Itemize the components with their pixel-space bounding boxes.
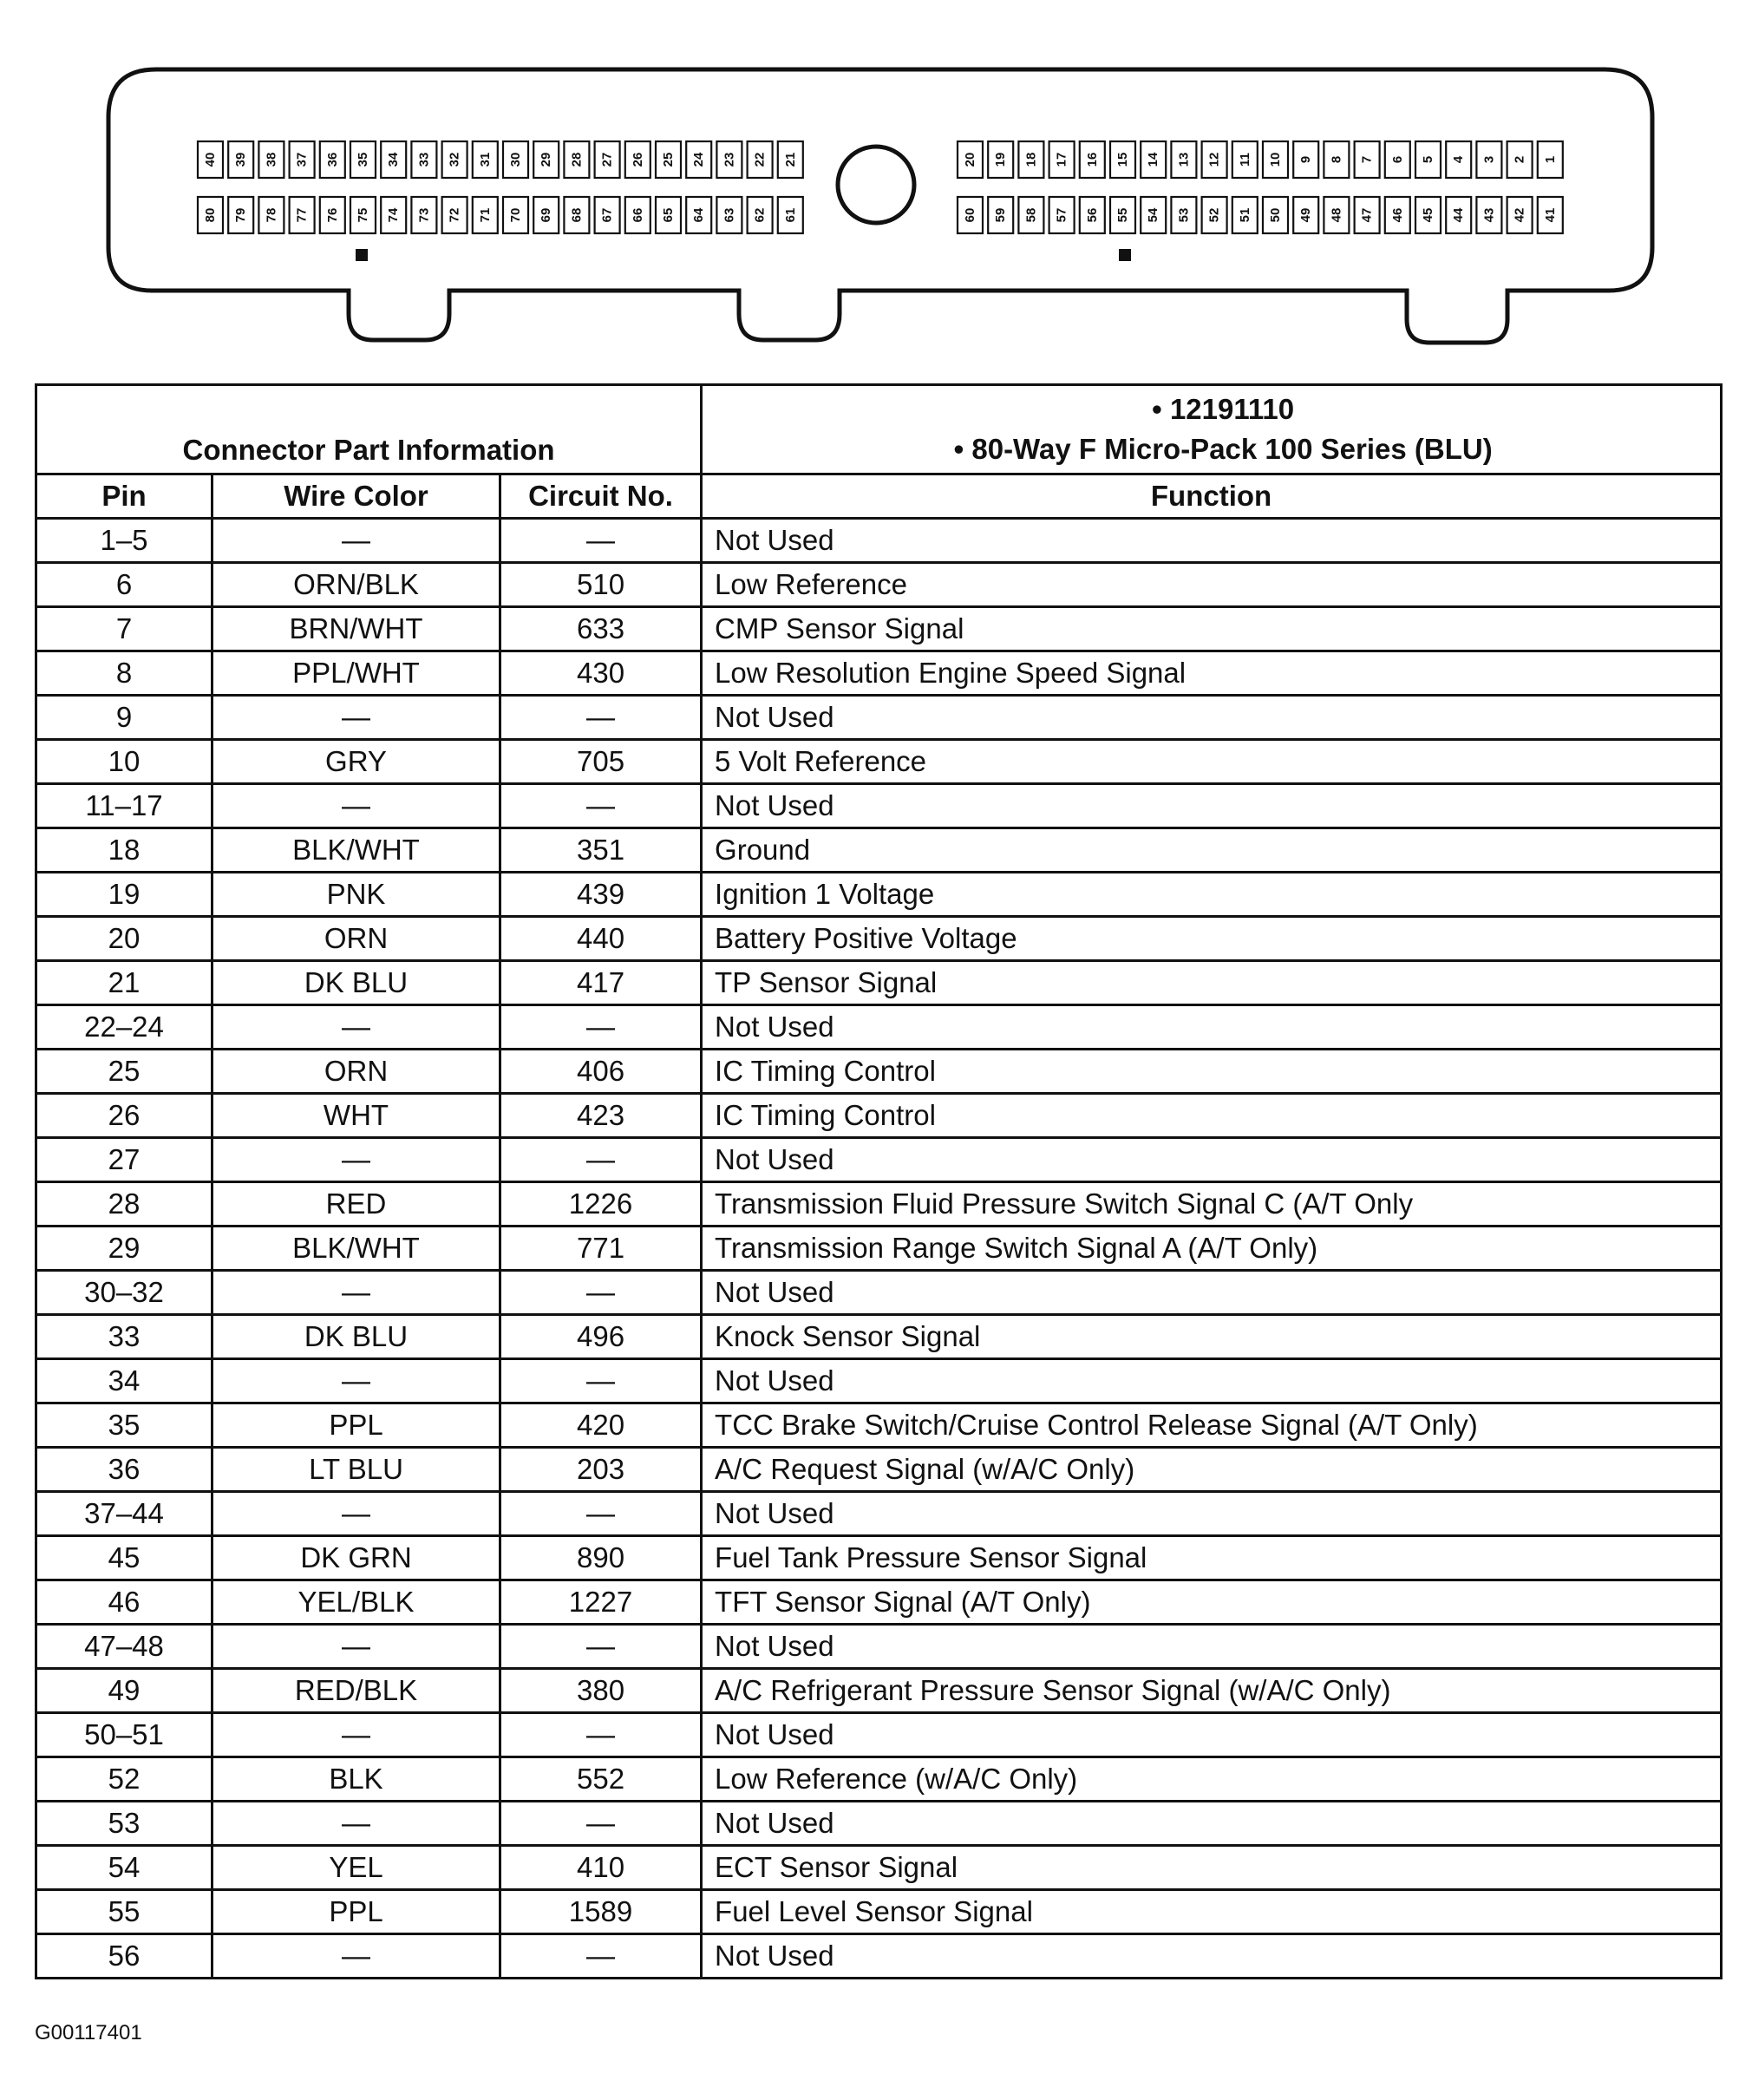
pin-label-45: 45 [1421, 207, 1435, 223]
pin-cell: 28 [36, 1182, 212, 1227]
wire-color-cell: ORN [212, 1050, 500, 1094]
table-row [36, 1580, 1722, 1625]
table-row [36, 1315, 1722, 1359]
wire-color-cell: PNK [212, 873, 500, 917]
wire-color-cell: — [212, 1713, 500, 1757]
function-cell: A/C Request Signal (w/A/C Only) [702, 1448, 1722, 1492]
circuit-no-cell: — [500, 1713, 702, 1757]
pin-1-marker-left [356, 249, 368, 261]
column-header-wire-color: Wire Color [212, 474, 500, 519]
pin-cell: 10 [36, 740, 212, 784]
table-row [36, 1625, 1722, 1669]
function-cell: Ground [702, 828, 1722, 873]
pin-label-7: 7 [1359, 155, 1375, 164]
pin-label-72: 72 [447, 207, 462, 223]
table-row [36, 961, 1722, 1005]
function-cell: IC Timing Control [702, 1050, 1722, 1094]
wire-color-cell: PPL [212, 1403, 500, 1448]
wire-color-cell: BLK [212, 1757, 500, 1802]
pin-cell: 11–17 [36, 784, 212, 828]
pin-label-55: 55 [1115, 207, 1130, 223]
pin-label-79: 79 [233, 207, 249, 223]
pin-label-39: 39 [233, 152, 249, 167]
function-cell: IC Timing Control [702, 1094, 1722, 1138]
pin-cell: 19 [36, 873, 212, 917]
pin-cell: 45 [36, 1536, 212, 1580]
circuit-no-cell: 1227 [500, 1580, 702, 1625]
pin-cell: 9 [36, 696, 212, 740]
pin-label-9: 9 [1298, 155, 1314, 164]
pin-label-77: 77 [294, 207, 310, 223]
circuit-no-cell: 417 [500, 961, 702, 1005]
function-cell: Not Used [702, 696, 1722, 740]
wire-color-cell: RED [212, 1182, 500, 1227]
pin-label-43: 43 [1481, 207, 1497, 223]
pin-label-56: 56 [1084, 207, 1100, 223]
function-cell: Not Used [702, 1138, 1722, 1182]
wire-color-cell: — [212, 519, 500, 563]
pin-cell: 6 [36, 563, 212, 607]
table-row [36, 1757, 1722, 1802]
pin-cell: 30–32 [36, 1271, 212, 1315]
pin-label-69: 69 [539, 207, 554, 223]
function-cell: CMP Sensor Signal [702, 607, 1722, 651]
table-row [36, 1669, 1722, 1713]
circuit-no-cell: 430 [500, 651, 702, 696]
circuit-no-cell: 1589 [500, 1890, 702, 1934]
function-cell: Not Used [702, 784, 1722, 828]
table-row [36, 828, 1722, 873]
pin-label-27: 27 [599, 152, 615, 167]
pin-label-8: 8 [1329, 155, 1344, 164]
column-header-pin: Pin [36, 474, 212, 519]
pin-label-14: 14 [1146, 152, 1161, 167]
function-cell: Not Used [702, 1625, 1722, 1669]
wire-color-cell: — [212, 1271, 500, 1315]
pin-cell: 27 [36, 1138, 212, 1182]
function-cell: Not Used [702, 519, 1722, 563]
pin-label-32: 32 [447, 152, 462, 167]
pin-label-16: 16 [1084, 152, 1100, 167]
connector-face-diagram [0, 0, 1752, 364]
pin-label-11: 11 [1237, 153, 1252, 167]
pin-label-49: 49 [1298, 207, 1314, 223]
pin-label-36: 36 [324, 152, 340, 167]
table-row [36, 651, 1722, 696]
pin-label-23: 23 [722, 152, 737, 167]
part-info-details [702, 385, 1722, 474]
function-cell: 5 Volt Reference [702, 740, 1722, 784]
pin-cell: 29 [36, 1227, 212, 1271]
table-row [36, 1138, 1722, 1182]
table-row [36, 696, 1722, 740]
pin-label-54: 54 [1146, 207, 1161, 223]
table-row [36, 1005, 1722, 1050]
wire-color-cell: ORN/BLK [212, 563, 500, 607]
pin-label-64: 64 [691, 207, 707, 223]
circuit-no-cell: 406 [500, 1050, 702, 1094]
wire-color-cell: — [212, 1359, 500, 1403]
circuit-no-cell: 420 [500, 1403, 702, 1448]
wire-color-cell: PPL/WHT [212, 651, 500, 696]
wire-color-cell: RED/BLK [212, 1669, 500, 1713]
table-row [36, 1271, 1722, 1315]
table-row [36, 740, 1722, 784]
table-row [36, 607, 1722, 651]
pin-cell: 26 [36, 1094, 212, 1138]
pin-label-1: 1 [1542, 155, 1558, 164]
pin-label-19: 19 [993, 152, 1009, 167]
pin-cell: 33 [36, 1315, 212, 1359]
wire-color-cell: BRN/WHT [212, 607, 500, 651]
wire-color-cell: GRY [212, 740, 500, 784]
circuit-no-cell: 440 [500, 917, 702, 961]
pin-cell: 7 [36, 607, 212, 651]
function-cell: Not Used [702, 1713, 1722, 1757]
circuit-no-cell: — [500, 1138, 702, 1182]
wire-color-cell: YEL/BLK [212, 1580, 500, 1625]
pin-cell: 56 [36, 1934, 212, 1979]
pin-label-22: 22 [752, 152, 768, 167]
wire-color-cell: ORN [212, 917, 500, 961]
wire-color-cell: YEL [212, 1846, 500, 1890]
pin-label-38: 38 [264, 152, 279, 167]
pin-cell: 54 [36, 1846, 212, 1890]
circuit-no-cell: — [500, 1359, 702, 1403]
pin-label-37: 37 [294, 152, 310, 167]
function-cell: Not Used [702, 1492, 1722, 1536]
table-row [36, 1802, 1722, 1846]
circuit-no-cell: — [500, 784, 702, 828]
pin-label-15: 15 [1115, 152, 1130, 167]
wire-color-cell: DK BLU [212, 961, 500, 1005]
column-header-row [36, 474, 1722, 519]
pin-label-33: 33 [416, 152, 432, 167]
pin-cell: 25 [36, 1050, 212, 1094]
function-cell: Low Resolution Engine Speed Signal [702, 651, 1722, 696]
part-number: • 12191110 [744, 389, 1720, 429]
table-row [36, 1182, 1722, 1227]
figure-id: G00117401 [35, 2021, 142, 2044]
function-cell: TFT Sensor Signal (A/T Only) [702, 1580, 1722, 1625]
function-cell: Ignition 1 Voltage [702, 873, 1722, 917]
pin-cell: 20 [36, 917, 212, 961]
wire-color-cell: DK BLU [212, 1315, 500, 1359]
function-cell: Not Used [702, 1802, 1722, 1846]
pin-label-59: 59 [993, 207, 1009, 223]
wire-color-cell: — [212, 1492, 500, 1536]
pin-label-34: 34 [386, 152, 402, 167]
table-row [36, 1846, 1722, 1890]
pin-label-68: 68 [569, 207, 585, 223]
pin-label-28: 28 [569, 152, 585, 167]
circuit-no-cell: — [500, 1802, 702, 1846]
function-cell: Knock Sensor Signal [702, 1315, 1722, 1359]
pin-label-53: 53 [1176, 207, 1192, 223]
pin-label-26: 26 [630, 152, 645, 167]
pin-label-52: 52 [1206, 207, 1222, 223]
connector-center-hole [838, 147, 914, 223]
table-row [36, 1094, 1722, 1138]
table-row [36, 1934, 1722, 1979]
circuit-no-cell: 633 [500, 607, 702, 651]
function-cell: Low Reference [702, 563, 1722, 607]
pin-cell: 18 [36, 828, 212, 873]
pin-label-31: 31 [477, 152, 493, 167]
pin-cell: 52 [36, 1757, 212, 1802]
circuit-no-cell: — [500, 696, 702, 740]
function-cell: Not Used [702, 1359, 1722, 1403]
pin-label-10: 10 [1268, 152, 1283, 167]
table-row [36, 1890, 1722, 1934]
function-cell: Transmission Fluid Pressure Switch Signal C (A/T Only [702, 1182, 1722, 1227]
function-cell: Not Used [702, 1934, 1722, 1979]
pin-label-74: 74 [386, 207, 402, 223]
pin-label-4: 4 [1451, 155, 1467, 164]
pin-cell: 22–24 [36, 1005, 212, 1050]
pin-label-78: 78 [264, 207, 279, 223]
pin-label-58: 58 [1023, 207, 1039, 223]
function-cell: A/C Refrigerant Pressure Sensor Signal (w/A/C Only) [702, 1669, 1722, 1713]
table-row [36, 1403, 1722, 1448]
pin-cell: 46 [36, 1580, 212, 1625]
pin-cell: 37–44 [36, 1492, 212, 1536]
pin-label-30: 30 [508, 152, 523, 167]
circuit-no-cell: 351 [500, 828, 702, 873]
function-cell: ECT Sensor Signal [702, 1846, 1722, 1890]
column-header-circuit-no: Circuit No. [500, 474, 702, 519]
wire-color-cell: DK GRN [212, 1536, 500, 1580]
pin-label-20: 20 [963, 152, 977, 167]
function-cell: Not Used [702, 1005, 1722, 1050]
connector-pinout-table [35, 383, 1723, 1979]
pin-label-17: 17 [1054, 152, 1069, 167]
function-cell: Battery Positive Voltage [702, 917, 1722, 961]
pin-label-18: 18 [1023, 152, 1039, 167]
wire-color-cell: — [212, 1625, 500, 1669]
pin-label-73: 73 [416, 207, 432, 223]
circuit-no-cell: 423 [500, 1094, 702, 1138]
function-cell: Low Reference (w/A/C Only) [702, 1757, 1722, 1802]
pin-label-29: 29 [539, 152, 554, 167]
pin-label-12: 12 [1206, 152, 1222, 167]
circuit-no-cell: — [500, 1492, 702, 1536]
table-row [36, 1359, 1722, 1403]
function-cell: TCC Brake Switch/Cruise Control Release Signal (A/T Only) [702, 1403, 1722, 1448]
pin-label-57: 57 [1054, 207, 1069, 223]
function-cell: Transmission Range Switch Signal A (A/T Only) [702, 1227, 1722, 1271]
wire-color-cell: PPL [212, 1890, 500, 1934]
circuit-no-cell: 439 [500, 873, 702, 917]
pin-label-42: 42 [1512, 207, 1527, 223]
pin-label-50: 50 [1268, 207, 1283, 223]
pin-label-13: 13 [1176, 152, 1192, 167]
circuit-no-cell: 890 [500, 1536, 702, 1580]
pin-cell: 36 [36, 1448, 212, 1492]
pin-label-21: 21 [782, 152, 798, 167]
pin-label-40: 40 [203, 152, 218, 167]
part-info-row [36, 385, 1722, 474]
pin-label-46: 46 [1389, 207, 1405, 223]
circuit-no-cell: 510 [500, 563, 702, 607]
circuit-no-cell: — [500, 1005, 702, 1050]
circuit-no-cell: — [500, 519, 702, 563]
table-row [36, 1227, 1722, 1271]
table-row [36, 873, 1722, 917]
pin-label-47: 47 [1359, 207, 1375, 223]
pin-label-71: 71 [477, 207, 493, 223]
function-cell: Fuel Level Sensor Signal [702, 1890, 1722, 1934]
circuit-no-cell: 552 [500, 1757, 702, 1802]
pin-cell: 55 [36, 1890, 212, 1934]
function-cell: Not Used [702, 1271, 1722, 1315]
circuit-no-cell: — [500, 1625, 702, 1669]
pin-label-75: 75 [356, 207, 370, 223]
function-cell: Fuel Tank Pressure Sensor Signal [702, 1536, 1722, 1580]
wire-color-cell: BLK/WHT [212, 828, 500, 873]
pin-label-48: 48 [1329, 207, 1344, 223]
pin-label-3: 3 [1481, 155, 1497, 164]
table-row [36, 1536, 1722, 1580]
pin-cell: 8 [36, 651, 212, 696]
pin-label-41: 41 [1542, 207, 1558, 223]
wire-color-cell: — [212, 1138, 500, 1182]
pin-label-76: 76 [324, 207, 340, 223]
pin-label-70: 70 [508, 207, 523, 223]
wire-color-cell: — [212, 784, 500, 828]
pin-cell: 21 [36, 961, 212, 1005]
table-row [36, 1050, 1722, 1094]
pin-cell: 1–5 [36, 519, 212, 563]
pin-label-24: 24 [691, 152, 707, 167]
wire-color-cell: — [212, 1802, 500, 1846]
circuit-no-cell: 705 [500, 740, 702, 784]
circuit-no-cell: 203 [500, 1448, 702, 1492]
wire-color-cell: BLK/WHT [212, 1227, 500, 1271]
table-row [36, 1713, 1722, 1757]
part-description: • 80-Way F Micro-Pack 100 Series (BLU) [744, 429, 1720, 469]
pin-label-2: 2 [1512, 155, 1527, 164]
pin-label-5: 5 [1421, 155, 1435, 164]
pin-label-62: 62 [752, 207, 768, 223]
wire-color-cell: WHT [212, 1094, 500, 1138]
wire-color-cell: — [212, 1005, 500, 1050]
table-row [36, 784, 1722, 828]
pin-cell: 50–51 [36, 1713, 212, 1757]
pin-label-65: 65 [661, 207, 676, 223]
circuit-no-cell: 771 [500, 1227, 702, 1271]
table-row [36, 917, 1722, 961]
pin-label-51: 51 [1237, 207, 1252, 223]
wire-color-cell: — [212, 1934, 500, 1979]
table-row [36, 563, 1722, 607]
pin-1-marker-right [1119, 249, 1131, 261]
wire-color-cell: — [212, 696, 500, 740]
table-row [36, 519, 1722, 563]
pin-cell: 53 [36, 1802, 212, 1846]
pin-label-61: 61 [782, 207, 798, 223]
pin-cell: 34 [36, 1359, 212, 1403]
pin-label-63: 63 [722, 207, 737, 223]
pin-label-44: 44 [1451, 207, 1467, 223]
wire-color-cell: LT BLU [212, 1448, 500, 1492]
pin-label-35: 35 [356, 152, 370, 167]
pin-label-66: 66 [630, 207, 645, 223]
circuit-no-cell: 380 [500, 1669, 702, 1713]
pin-cell: 47–48 [36, 1625, 212, 1669]
column-header-function: Function [702, 474, 1722, 519]
circuit-no-cell: 496 [500, 1315, 702, 1359]
pin-label-67: 67 [599, 207, 615, 223]
circuit-no-cell: — [500, 1934, 702, 1979]
part-info-label: Connector Part Information [36, 385, 702, 474]
pin-label-6: 6 [1389, 155, 1405, 164]
pin-label-60: 60 [963, 207, 977, 223]
pin-cell: 49 [36, 1669, 212, 1713]
function-cell: TP Sensor Signal [702, 961, 1722, 1005]
pin-cell: 35 [36, 1403, 212, 1448]
pin-label-25: 25 [661, 152, 676, 167]
circuit-no-cell: — [500, 1271, 702, 1315]
circuit-no-cell: 410 [500, 1846, 702, 1890]
pin-label-80: 80 [203, 207, 218, 223]
table-row [36, 1492, 1722, 1536]
circuit-no-cell: 1226 [500, 1182, 702, 1227]
table-row [36, 1448, 1722, 1492]
